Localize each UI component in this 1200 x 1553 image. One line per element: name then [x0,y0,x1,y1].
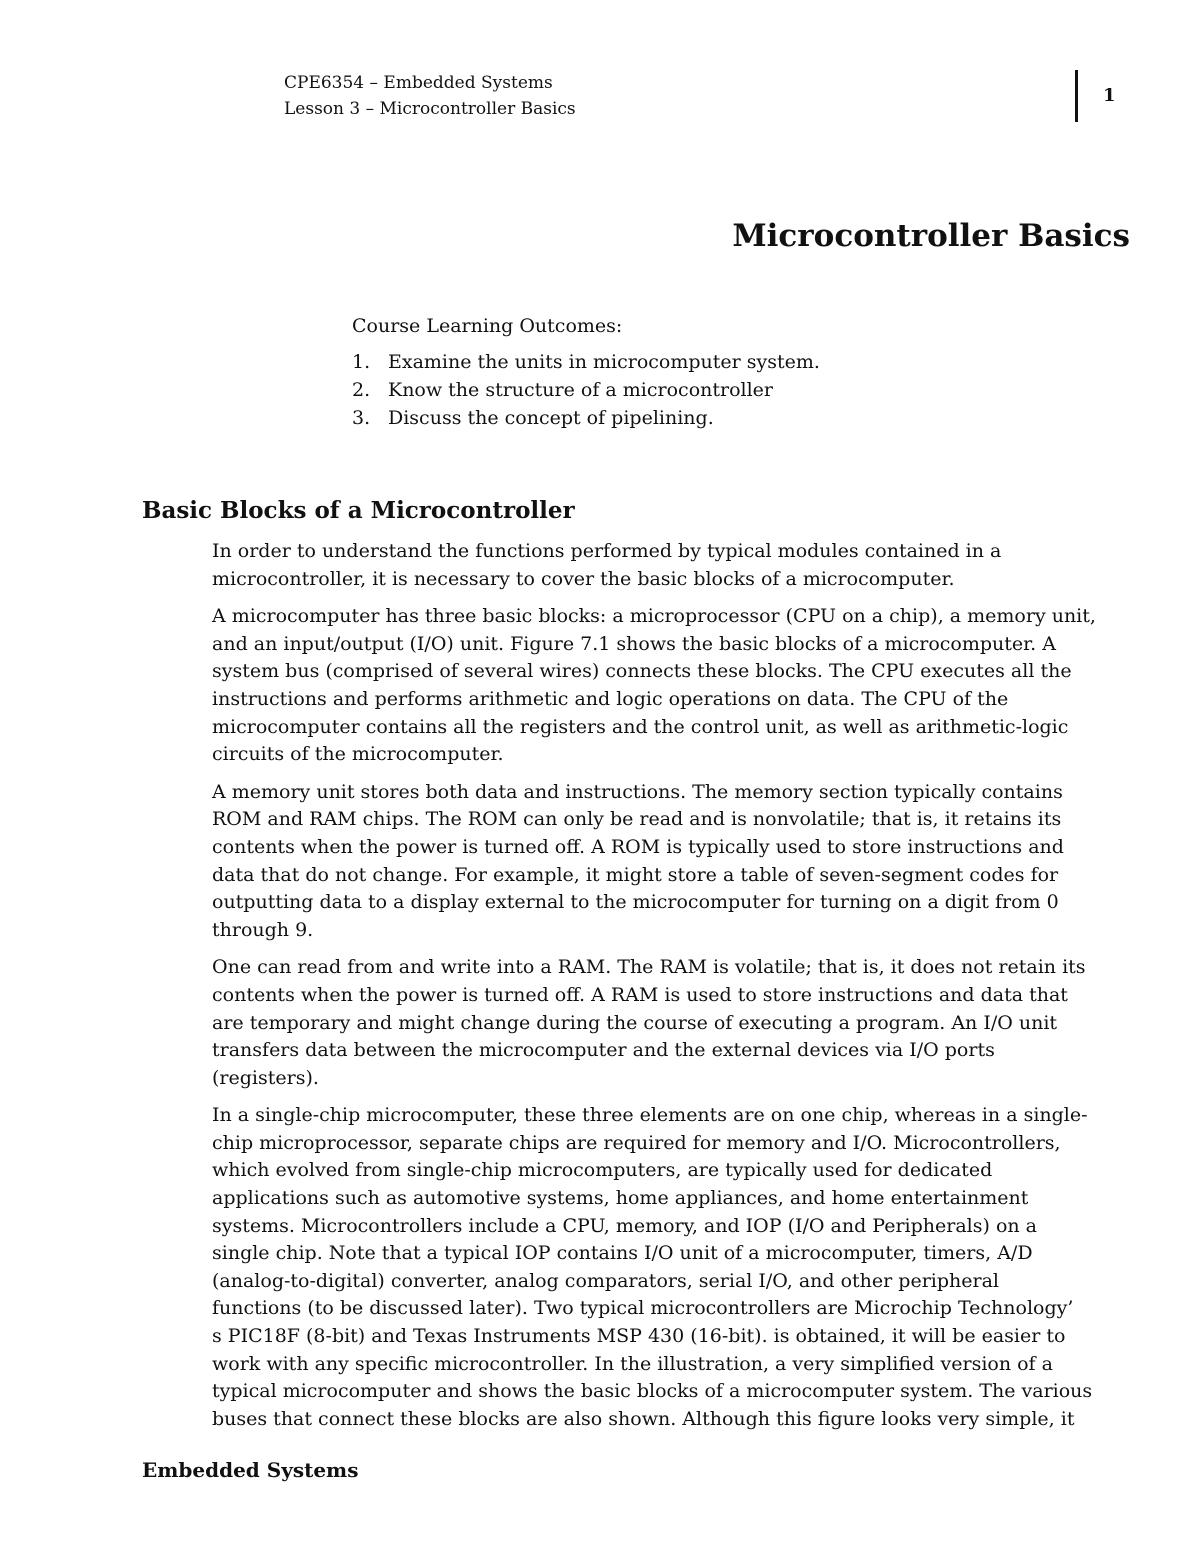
text-line: single chip. Note that a typical IOP contains I/O unit of a microcomputer, timers, A/D [212,1242,1033,1265]
outcome-text: Examine the units in microcomputer system. [388,351,820,373]
text-line: contents when the power is turned off. A RAM is used to store instructions and data that [212,983,1068,1006]
outcome-item [352,376,820,404]
outcome-text: Know the structure of a microcontroller [388,379,774,401]
text-line: buses that connect these blocks are also shown. Although this figure looks very simple, it [212,1407,1075,1430]
section-heading: Basic Blocks of a Microcontroller [142,497,575,524]
text-line: which evolved from single-chip microcomputers, are typically used for dedicated [212,1159,993,1182]
text-line: work with any specific microcontroller. In the illustration, a very simplified version of a [212,1352,1053,1375]
paragraph [212,603,1132,769]
text-line: applications such as automotive systems, home appliances, and home entertainment [212,1187,1029,1210]
header-divider [1075,70,1078,122]
paragraph [212,779,1132,945]
page-footer: Embedded Systems [142,1458,359,1482]
text-line: (analog-to-digital) converter, analog comparators, serial I/O, and other peripheral [212,1269,999,1292]
outcomes-list [352,348,820,432]
text-line: s PIC18F (8-bit) and Texas Instruments MSP 430 (16-bit). is obtained, it will be easier to [212,1325,1066,1348]
page-title: Microcontroller Basics [732,218,1130,254]
paragraph [212,1102,1132,1433]
text-line: microcontroller, it is necessary to cover the basic blocks of a microcomputer. [212,567,955,590]
page-header [284,70,576,122]
page-number: 1 [1103,85,1116,106]
text-line: contents when the power is turned off. A ROM is typically used to store instructions and [212,835,1064,858]
outcomes-heading: Course Learning Outcomes: [352,315,623,337]
text-line: circuits of the microcomputer. [212,743,504,766]
text-line: systems. Microcontrollers include a CPU, memory, and IOP (I/O and Peripherals) on a [212,1214,1037,1237]
text-line: In a single-chip microcomputer, these three elements are on one chip, whereas in a single- [212,1104,1088,1127]
text-line: typical microcomputer and shows the basic blocks of a microcomputer system. The various [212,1380,1093,1403]
text-line: and an input/output (I/O) unit. Figure 7.1 shows the basic blocks of a microcomputer. A [212,632,1056,655]
outcome-item [352,348,820,376]
text-line: outputting data to a display external to the microcomputer for turning on a digit from 0 [212,891,1059,914]
text-line: A memory unit stores both data and instructions. The memory section typically contains [212,780,1063,803]
text-line: data that do not change. For example, it might store a table of seven-segment codes for [212,863,1059,886]
outcome-item [352,404,820,432]
text-line: system bus (comprised of several wires) connects these blocks. The CPU executes all the [212,660,1072,683]
text-line: are temporary and might change during the course of executing a program. An I/O unit [212,1011,1058,1034]
header-lesson: Lesson 3 – Microcontroller Basics [284,99,576,119]
paragraph [212,954,1132,1092]
text-line: In order to understand the functions performed by typical modules contained in a [212,540,1002,562]
outcome-number: 1. [352,351,371,373]
text-line: transfers data between the microcomputer and the external devices via I/O ports [212,1039,995,1062]
text-line: functions (to be discussed later). Two typical microcontrollers are Microchip Technology’ [212,1297,1074,1320]
outcome-text: Discuss the concept of pipelining. [388,407,714,429]
text-line: microcomputer contains all the registers and the control unit, as well as arithmetic-logic [212,715,1069,738]
outcome-number: 3. [352,407,371,429]
text-line: chip microprocessor, separate chips are required for memory and I/O. Microcontrollers, [212,1131,1061,1154]
outcome-number: 2. [352,379,371,401]
header-course: CPE6354 – Embedded Systems [284,73,553,93]
text-line: ROM and RAM chips. The ROM can only be read and is nonvolatile; that is, it retains its [212,808,1062,831]
text-line: instructions and performs arithmetic and logic operations on data. The CPU of the [212,687,1009,710]
course-learning-outcomes [352,313,820,432]
paragraph [212,538,1132,593]
text-line: A microcomputer has three basic blocks: a microprocessor (CPU on a chip), a memory unit, [212,605,1096,628]
text-line: through 9. [212,918,314,941]
text-line: One can read from and write into a RAM. The RAM is volatile; that is, it does not retain its [212,956,1086,979]
text-line: (registers). [212,1066,319,1089]
section-body [212,538,1132,1443]
